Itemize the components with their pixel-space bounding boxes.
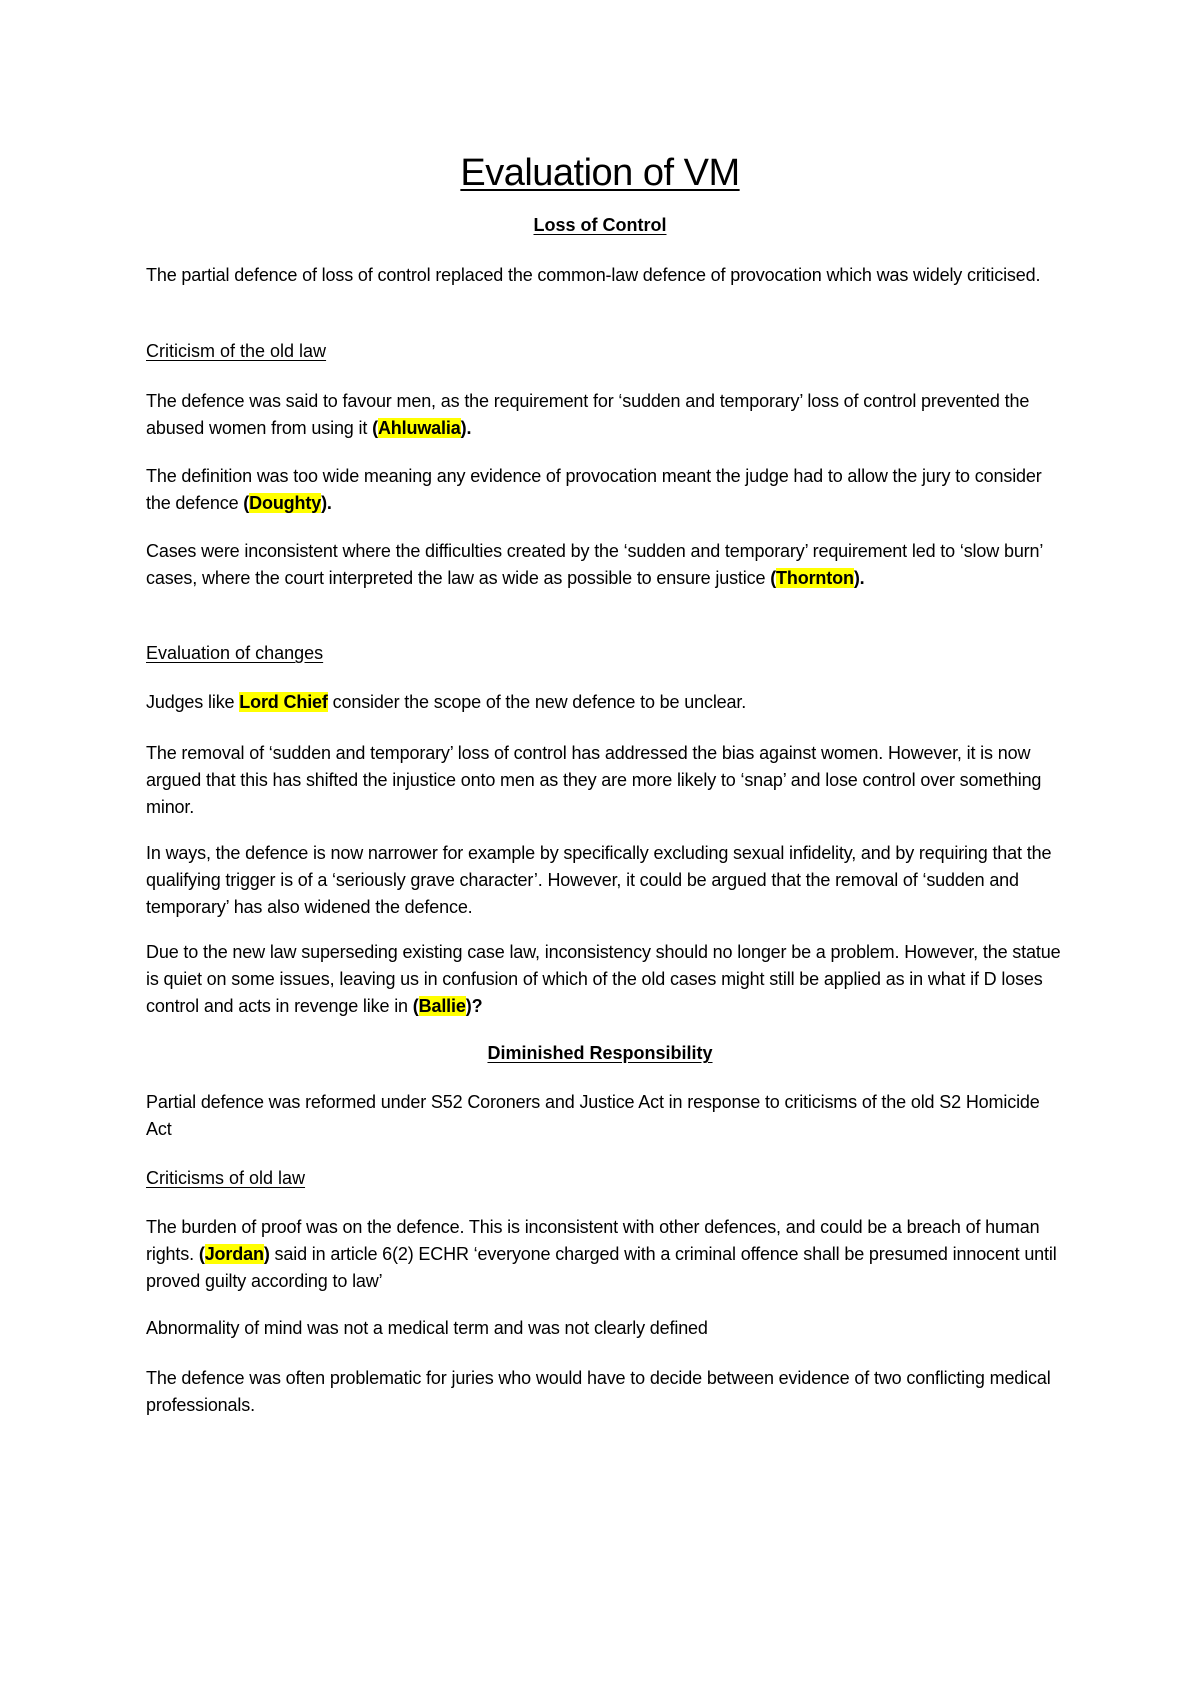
case-highlight-ballie: Ballie bbox=[418, 996, 466, 1016]
paragraph-dr-intro: Partial defence was reformed under S52 Coroners and Justice Act in response to criticisms of the old S2 Homicide Act bbox=[146, 1092, 1040, 1139]
case-highlight-jordan: Jordan bbox=[204, 1244, 264, 1264]
subheading-criticisms-old-law bbox=[146, 1165, 305, 1191]
section-heading-diminished-responsibility bbox=[0, 1040, 1200, 1066]
case-open-bracket: ( bbox=[198, 1244, 205, 1264]
paragraph-definition-too-wide bbox=[146, 463, 1066, 517]
subheading-text: Evaluation of changes bbox=[146, 643, 324, 663]
subheading-text: Criticisms of old law bbox=[146, 1168, 306, 1188]
paragraph-text: Judges like bbox=[146, 692, 240, 712]
case-highlight-lord-chief: Lord Chief bbox=[239, 692, 328, 712]
page-title-text: Evaluation of VM bbox=[460, 152, 740, 194]
subheading-criticism-old-law bbox=[146, 338, 326, 364]
paragraph-defence-narrower: In ways, the defence is now narrower for example by specifically excluding sexual infidelity, and by requiring that the qualifying trigger is of a ‘seriously grave character’. However, it could be argued that the removal of ‘sudden and temporary’ has also widened the defence. bbox=[146, 843, 1052, 917]
paragraph-favour-men bbox=[146, 388, 1066, 442]
case-close-bracket: ) bbox=[263, 1244, 270, 1264]
case-open-bracket: ( bbox=[412, 996, 419, 1016]
case-highlight-thornton: Thornton bbox=[776, 568, 854, 588]
paragraph-text-end: )? bbox=[465, 996, 483, 1016]
paragraph-text: The defence was said to favour men, as the requirement for ‘sudden and temporary’ loss of control prevented the abused women from using it bbox=[146, 391, 1030, 438]
section-heading-text: Diminished Responsibility bbox=[487, 1043, 713, 1063]
case-open-bracket: ( bbox=[243, 493, 250, 513]
case-open-bracket: ( bbox=[770, 568, 777, 588]
paragraph-burden-of-proof bbox=[146, 1214, 1066, 1295]
paragraph-new-law bbox=[146, 939, 1066, 1020]
subheading-evaluation-changes bbox=[146, 640, 323, 666]
paragraph-text: The definition was too wide meaning any evidence of provocation meant the judge had to allow the jury to consider the defence bbox=[146, 466, 1042, 513]
paragraph-text-end: ). bbox=[321, 493, 332, 513]
case-highlight-doughty: Doughty bbox=[249, 493, 322, 513]
paragraph-lord-chief bbox=[146, 689, 1066, 716]
section-heading-text: Loss of Control bbox=[533, 215, 667, 235]
paragraph-text: Cases were inconsistent where the difficulties created by the ‘sudden and temporary’ requirement led to ‘slow burn’ cases, where the court interpreted the law as wide as possible to ensure justice bbox=[146, 541, 1043, 588]
section-heading-loss-of-control bbox=[0, 212, 1200, 238]
paragraph-text-end: consider the scope of the new defence to be unclear. bbox=[327, 692, 747, 712]
paragraph-text: Due to the new law superseding existing case law, inconsistency should no longer be a problem. However, the statue is quiet on some issues, leaving us in confusion of which of the old cases might still be applied as in what if D loses control and acts in revenge like in bbox=[146, 942, 1061, 1016]
case-open-bracket: ( bbox=[372, 418, 378, 438]
case-highlight-ahluwalia: Ahluwalia bbox=[377, 418, 461, 438]
subheading-text: Criticism of the old law bbox=[146, 341, 327, 361]
paragraph-cases-inconsistent bbox=[146, 538, 1066, 592]
paragraph-abnormality-of-mind: Abnormality of mind was not a medical term and was not clearly defined bbox=[146, 1318, 708, 1338]
paragraph-juries-problematic: The defence was often problematic for juries who would have to decide between evidence of two conflicting medical professionals. bbox=[146, 1368, 1051, 1415]
paragraph-loss-intro: The partial defence of loss of control replaced the common-law defence of provocation which was widely criticised. bbox=[146, 265, 1041, 285]
paragraph-text-end: ). bbox=[853, 568, 865, 588]
paragraph-text-end: said in article 6(2) ECHR ‘everyone charged with a criminal offence shall be presumed innocent until proved guilty according to law’ bbox=[146, 1244, 1057, 1291]
paragraph-text: The burden of proof was on the defence. This is inconsistent with other defences, and could be a breach of human rights. bbox=[146, 1217, 1040, 1264]
page-title bbox=[0, 150, 1200, 196]
paragraph-text-end: ). bbox=[460, 418, 472, 438]
paragraph-removal-bias: The removal of ‘sudden and temporary’ loss of control has addressed the bias against women. However, it is now argued that this has shifted the injustice onto men as they are more likely to ‘snap’ and lose control over something minor. bbox=[146, 743, 1042, 817]
